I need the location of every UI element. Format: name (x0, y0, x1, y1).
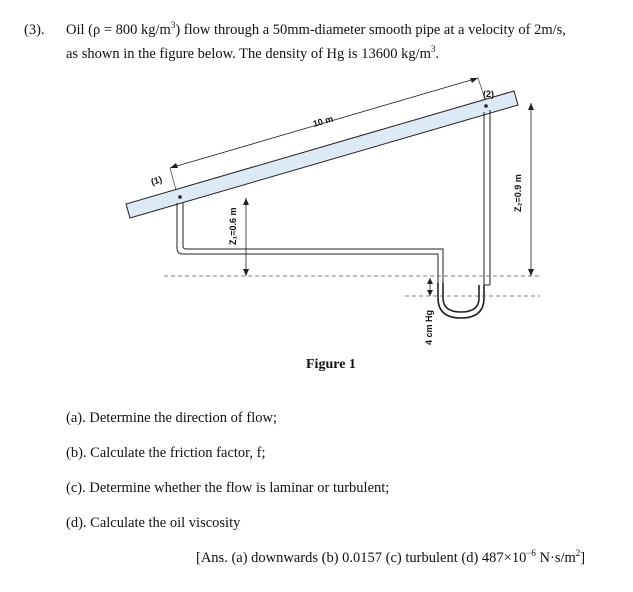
label-length: 10 m (311, 113, 335, 129)
manometer-left-tube (177, 203, 443, 283)
z2-arrow-bottom (528, 269, 534, 276)
answer-text-a: [Ans. (a) downwards (b) 0.0157 (c) turbulent (d) 487×10 (196, 550, 527, 566)
answer-line (196, 549, 585, 567)
length-arrow-left (170, 163, 178, 168)
problem-line-2-text-b: . (435, 46, 439, 62)
problem-line-2-superscript: 3 (430, 44, 436, 55)
manometer-right-tube (484, 110, 490, 285)
answer-exponent: −6 (526, 548, 536, 559)
label-z1: Z₁=0.6 m (228, 207, 238, 245)
answer-unit-exponent: 2 (575, 548, 581, 559)
length-arrow-right (470, 78, 478, 83)
answer-text-b: N·s/m (535, 550, 576, 566)
label-point-1: (1) (149, 174, 164, 187)
label-point-2: (2) (483, 89, 494, 99)
figure-caption: Figure 1 (306, 357, 356, 372)
label-z2: Z₂=0.9 m (513, 174, 523, 212)
z2-arrow-top (528, 103, 534, 110)
problem-line-1-text-a: Oil (ρ = 800 kg/m (66, 22, 171, 38)
question-d: (d). Calculate the oil viscosity (66, 515, 241, 531)
tap-point-2 (484, 104, 488, 108)
problem-line-2-text-a: as shown in the figure below. The density of Hg is 13600 kg/m (66, 46, 431, 62)
question-b: (b). Calculate the friction factor, f; (66, 445, 266, 461)
question-a: (a). Determine the direction of flow; (66, 410, 277, 426)
z1-arrow-top (243, 198, 249, 205)
label-hg: 4 cm Hg (424, 309, 434, 345)
hg-arrow-bottom (427, 290, 433, 296)
tap-point-1 (178, 195, 182, 199)
problem-line-1-superscript: 3 (170, 20, 176, 31)
problem-number: (3). (24, 22, 45, 38)
answer-text-c: ] (580, 550, 586, 566)
question-c: (c). Determine whether the flow is laminar or turbulent; (66, 480, 390, 496)
manometer-u-bend (438, 283, 484, 318)
problem-line-1-text-b: ) flow through a 50mm-diameter smooth pipe at a velocity of 2m/s, (175, 22, 566, 38)
inclined-pipe (126, 91, 518, 218)
hg-arrow-top (427, 278, 433, 284)
length-ext-line-left (170, 168, 176, 190)
z1-arrow-bottom (243, 269, 249, 276)
